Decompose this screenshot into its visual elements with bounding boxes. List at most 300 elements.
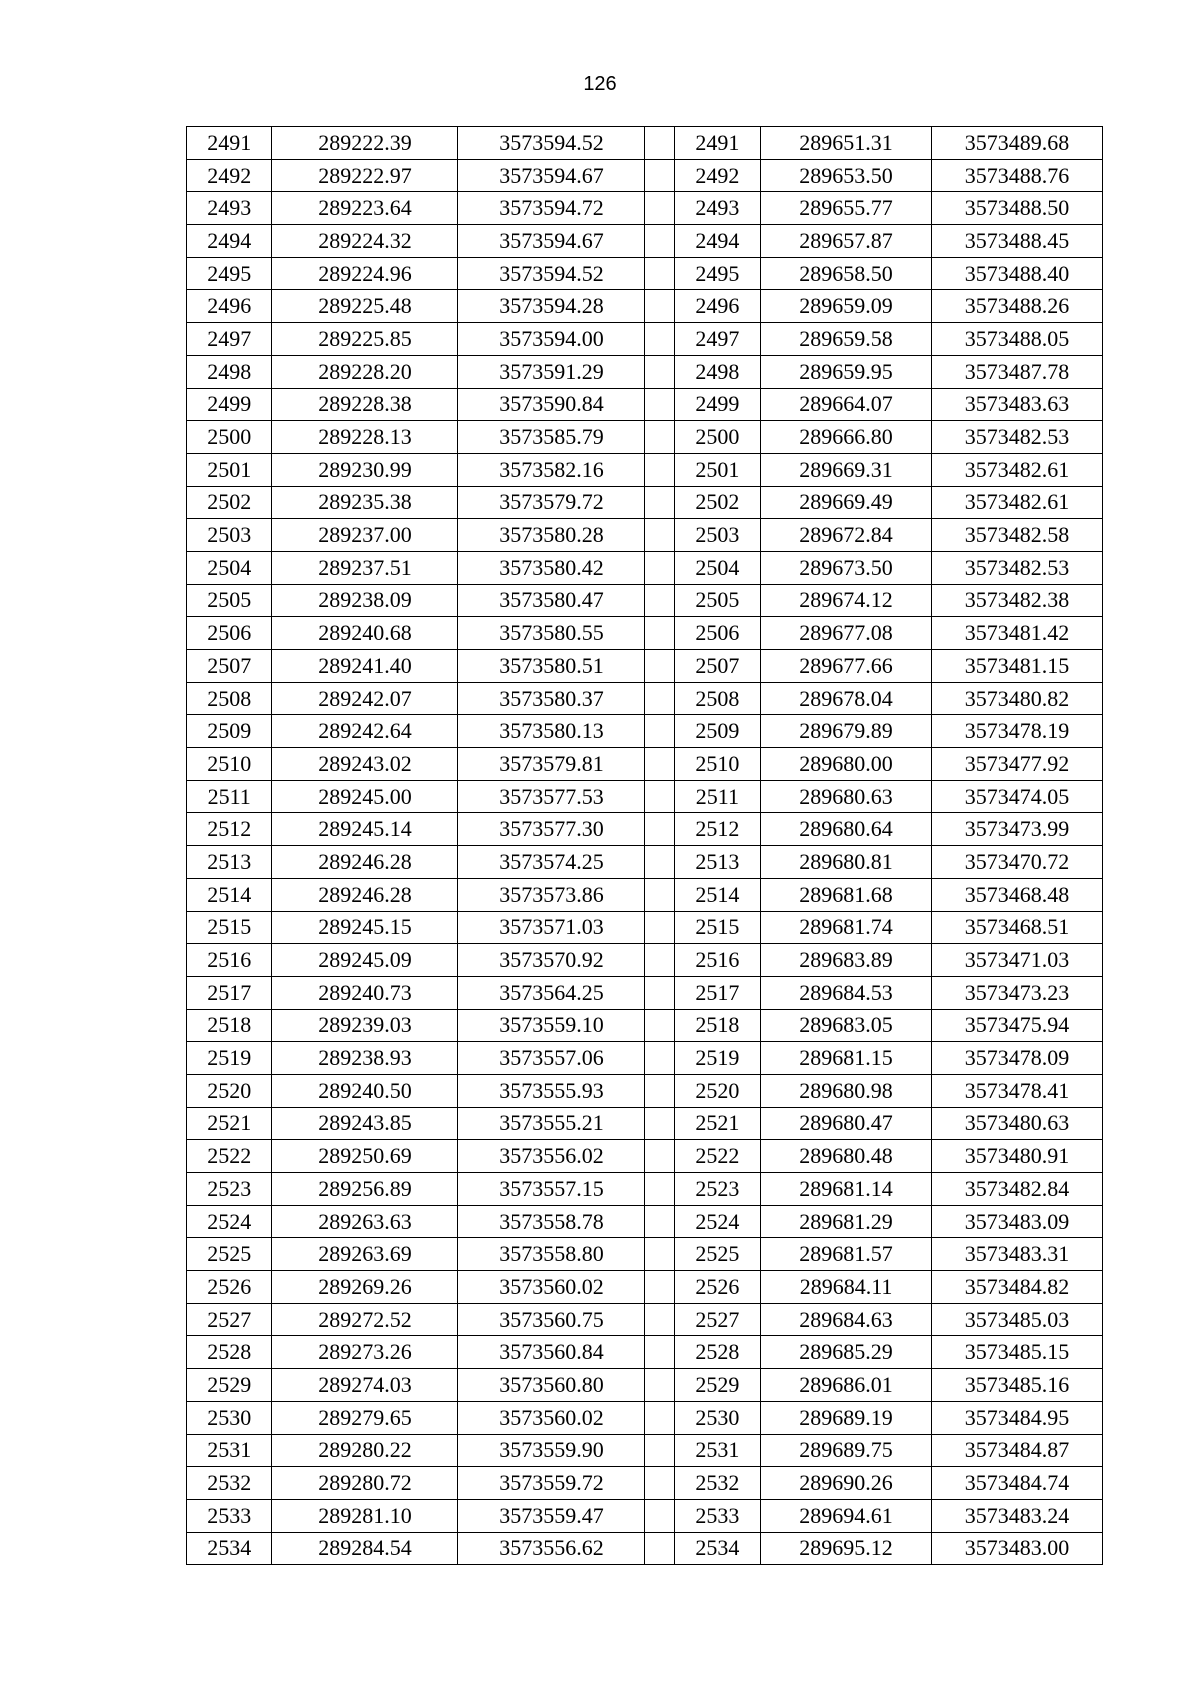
coordinate-table-body	[187, 127, 1103, 1565]
right-x-coordinate-cell: 289677.66	[761, 650, 932, 683]
spacer-cell	[645, 1140, 674, 1173]
right-y-coordinate-cell: 3573482.58	[932, 519, 1103, 552]
left-y-coordinate-cell: 3573577.53	[458, 780, 645, 813]
right-x-coordinate-cell: 289681.57	[761, 1238, 932, 1271]
right-point-number-cell: 2519	[674, 1042, 760, 1075]
table-row	[187, 846, 1103, 879]
left-y-coordinate-cell: 3573556.02	[458, 1140, 645, 1173]
left-x-coordinate-cell: 289222.97	[272, 159, 458, 192]
right-y-coordinate-cell: 3573485.15	[932, 1336, 1103, 1369]
spacer-cell	[645, 127, 674, 160]
right-y-coordinate-cell: 3573488.76	[932, 159, 1103, 192]
left-y-coordinate-cell: 3573582.16	[458, 453, 645, 486]
right-y-coordinate-cell: 3573487.78	[932, 355, 1103, 388]
left-point-number-cell: 2530	[187, 1401, 272, 1434]
left-x-coordinate-cell: 289240.73	[272, 976, 458, 1009]
spacer-cell	[645, 682, 674, 715]
table-row	[187, 290, 1103, 323]
spacer-cell	[645, 1173, 674, 1206]
spacer-cell	[645, 813, 674, 846]
left-x-coordinate-cell: 289273.26	[272, 1336, 458, 1369]
left-point-number-cell: 2526	[187, 1271, 272, 1304]
right-point-number-cell: 2522	[674, 1140, 760, 1173]
table-row	[187, 780, 1103, 813]
left-point-number-cell: 2518	[187, 1009, 272, 1042]
left-point-number-cell: 2493	[187, 192, 272, 225]
spacer-cell	[645, 355, 674, 388]
right-x-coordinate-cell: 289684.63	[761, 1303, 932, 1336]
left-point-number-cell: 2532	[187, 1467, 272, 1500]
table-row	[187, 584, 1103, 617]
table-row	[187, 1401, 1103, 1434]
table-row	[187, 1140, 1103, 1173]
left-y-coordinate-cell: 3573594.67	[458, 159, 645, 192]
table-row	[187, 1107, 1103, 1140]
left-y-coordinate-cell: 3573594.52	[458, 127, 645, 160]
right-point-number-cell: 2511	[674, 780, 760, 813]
spacer-cell	[645, 780, 674, 813]
right-y-coordinate-cell: 3573483.63	[932, 388, 1103, 421]
left-point-number-cell: 2531	[187, 1434, 272, 1467]
table-row	[187, 813, 1103, 846]
left-point-number-cell: 2500	[187, 421, 272, 454]
right-x-coordinate-cell: 289681.68	[761, 878, 932, 911]
left-point-number-cell: 2491	[187, 127, 272, 160]
left-y-coordinate-cell: 3573594.52	[458, 257, 645, 290]
left-y-coordinate-cell: 3573560.02	[458, 1401, 645, 1434]
table-row	[187, 1238, 1103, 1271]
right-y-coordinate-cell: 3573481.42	[932, 617, 1103, 650]
table-row	[187, 1532, 1103, 1565]
table-row	[187, 1042, 1103, 1075]
left-y-coordinate-cell: 3573559.90	[458, 1434, 645, 1467]
right-y-coordinate-cell: 3573480.82	[932, 682, 1103, 715]
spacer-cell	[645, 192, 674, 225]
right-x-coordinate-cell: 289684.11	[761, 1271, 932, 1304]
right-y-coordinate-cell: 3573488.50	[932, 192, 1103, 225]
left-x-coordinate-cell: 289272.52	[272, 1303, 458, 1336]
right-y-coordinate-cell: 3573482.38	[932, 584, 1103, 617]
left-y-coordinate-cell: 3573594.72	[458, 192, 645, 225]
right-y-coordinate-cell: 3573483.00	[932, 1532, 1103, 1565]
left-point-number-cell: 2503	[187, 519, 272, 552]
right-x-coordinate-cell: 289674.12	[761, 584, 932, 617]
spacer-cell	[645, 748, 674, 781]
table-row	[187, 1074, 1103, 1107]
table-row	[187, 388, 1103, 421]
table-row	[187, 1303, 1103, 1336]
page-number: 126	[583, 73, 617, 95]
left-point-number-cell: 2534	[187, 1532, 272, 1565]
right-point-number-cell: 2510	[674, 748, 760, 781]
table-row	[187, 257, 1103, 290]
left-point-number-cell: 2508	[187, 682, 272, 715]
spacer-cell	[645, 1532, 674, 1565]
right-point-number-cell: 2520	[674, 1074, 760, 1107]
right-point-number-cell: 2498	[674, 355, 760, 388]
table-row	[187, 127, 1103, 160]
spacer-cell	[645, 1467, 674, 1500]
left-x-coordinate-cell: 289240.68	[272, 617, 458, 650]
spacer-cell	[645, 1434, 674, 1467]
left-point-number-cell: 2507	[187, 650, 272, 683]
right-x-coordinate-cell: 289689.19	[761, 1401, 932, 1434]
left-y-coordinate-cell: 3573580.55	[458, 617, 645, 650]
right-y-coordinate-cell: 3573474.05	[932, 780, 1103, 813]
spacer-cell	[645, 1499, 674, 1532]
left-point-number-cell: 2520	[187, 1074, 272, 1107]
left-point-number-cell: 2506	[187, 617, 272, 650]
right-point-number-cell: 2493	[674, 192, 760, 225]
table-row	[187, 323, 1103, 356]
left-x-coordinate-cell: 289237.51	[272, 551, 458, 584]
left-y-coordinate-cell: 3573585.79	[458, 421, 645, 454]
left-y-coordinate-cell: 3573556.62	[458, 1532, 645, 1565]
right-point-number-cell: 2505	[674, 584, 760, 617]
right-y-coordinate-cell: 3573485.03	[932, 1303, 1103, 1336]
right-x-coordinate-cell: 289679.89	[761, 715, 932, 748]
left-x-coordinate-cell: 289228.38	[272, 388, 458, 421]
right-y-coordinate-cell: 3573473.99	[932, 813, 1103, 846]
spacer-cell	[645, 1271, 674, 1304]
right-point-number-cell: 2500	[674, 421, 760, 454]
left-x-coordinate-cell: 289224.32	[272, 225, 458, 258]
left-x-coordinate-cell: 289281.10	[272, 1499, 458, 1532]
table-row	[187, 682, 1103, 715]
left-y-coordinate-cell: 3573570.92	[458, 944, 645, 977]
right-x-coordinate-cell: 289673.50	[761, 551, 932, 584]
right-y-coordinate-cell: 3573483.09	[932, 1205, 1103, 1238]
spacer-cell	[645, 878, 674, 911]
spacer-cell	[645, 225, 674, 258]
spacer-cell	[645, 453, 674, 486]
left-y-coordinate-cell: 3573580.37	[458, 682, 645, 715]
right-y-coordinate-cell: 3573488.26	[932, 290, 1103, 323]
left-x-coordinate-cell: 289245.14	[272, 813, 458, 846]
left-y-coordinate-cell: 3573573.86	[458, 878, 645, 911]
right-point-number-cell: 2529	[674, 1369, 760, 1402]
left-y-coordinate-cell: 3573557.06	[458, 1042, 645, 1075]
table-row	[187, 225, 1103, 258]
table-row	[187, 1434, 1103, 1467]
right-y-coordinate-cell: 3573471.03	[932, 944, 1103, 977]
left-x-coordinate-cell: 289246.28	[272, 846, 458, 879]
right-point-number-cell: 2492	[674, 159, 760, 192]
table-row	[187, 1499, 1103, 1532]
left-x-coordinate-cell: 289235.38	[272, 486, 458, 519]
right-y-coordinate-cell: 3573482.61	[932, 486, 1103, 519]
right-x-coordinate-cell: 289659.95	[761, 355, 932, 388]
table-row	[187, 421, 1103, 454]
left-x-coordinate-cell: 289245.15	[272, 911, 458, 944]
left-point-number-cell: 2533	[187, 1499, 272, 1532]
right-y-coordinate-cell: 3573478.09	[932, 1042, 1103, 1075]
left-y-coordinate-cell: 3573594.28	[458, 290, 645, 323]
spacer-cell	[645, 617, 674, 650]
left-y-coordinate-cell: 3573580.28	[458, 519, 645, 552]
table-row	[187, 944, 1103, 977]
right-x-coordinate-cell: 289677.08	[761, 617, 932, 650]
right-x-coordinate-cell: 289680.64	[761, 813, 932, 846]
right-point-number-cell: 2507	[674, 650, 760, 683]
spacer-cell	[645, 1336, 674, 1369]
left-y-coordinate-cell: 3573560.84	[458, 1336, 645, 1369]
right-point-number-cell: 2516	[674, 944, 760, 977]
table-row	[187, 551, 1103, 584]
left-point-number-cell: 2499	[187, 388, 272, 421]
table-row	[187, 976, 1103, 1009]
left-point-number-cell: 2502	[187, 486, 272, 519]
left-y-coordinate-cell: 3573579.81	[458, 748, 645, 781]
left-point-number-cell: 2501	[187, 453, 272, 486]
left-y-coordinate-cell: 3573555.93	[458, 1074, 645, 1107]
right-point-number-cell: 2491	[674, 127, 760, 160]
left-point-number-cell: 2510	[187, 748, 272, 781]
left-point-number-cell: 2521	[187, 1107, 272, 1140]
spacer-cell	[645, 159, 674, 192]
left-point-number-cell: 2494	[187, 225, 272, 258]
spacer-cell	[645, 1205, 674, 1238]
left-x-coordinate-cell: 289243.85	[272, 1107, 458, 1140]
left-y-coordinate-cell: 3573560.75	[458, 1303, 645, 1336]
left-x-coordinate-cell: 289280.22	[272, 1434, 458, 1467]
left-y-coordinate-cell: 3573555.21	[458, 1107, 645, 1140]
right-point-number-cell: 2532	[674, 1467, 760, 1500]
right-y-coordinate-cell: 3573468.51	[932, 911, 1103, 944]
left-y-coordinate-cell: 3573590.84	[458, 388, 645, 421]
right-x-coordinate-cell: 289681.14	[761, 1173, 932, 1206]
spacer-cell	[645, 944, 674, 977]
right-y-coordinate-cell: 3573483.31	[932, 1238, 1103, 1271]
table-row	[187, 911, 1103, 944]
spacer-cell	[645, 486, 674, 519]
table-row	[187, 1009, 1103, 1042]
table-row	[187, 1336, 1103, 1369]
right-point-number-cell: 2531	[674, 1434, 760, 1467]
left-point-number-cell: 2525	[187, 1238, 272, 1271]
left-point-number-cell: 2513	[187, 846, 272, 879]
table-row	[187, 715, 1103, 748]
left-x-coordinate-cell: 289238.93	[272, 1042, 458, 1075]
spacer-cell	[645, 976, 674, 1009]
left-point-number-cell: 2527	[187, 1303, 272, 1336]
right-y-coordinate-cell: 3573488.40	[932, 257, 1103, 290]
left-point-number-cell: 2505	[187, 584, 272, 617]
left-x-coordinate-cell: 289238.09	[272, 584, 458, 617]
right-point-number-cell: 2525	[674, 1238, 760, 1271]
right-x-coordinate-cell: 289678.04	[761, 682, 932, 715]
right-point-number-cell: 2521	[674, 1107, 760, 1140]
right-x-coordinate-cell: 289658.50	[761, 257, 932, 290]
left-x-coordinate-cell: 289243.02	[272, 748, 458, 781]
left-point-number-cell: 2498	[187, 355, 272, 388]
right-point-number-cell: 2530	[674, 1401, 760, 1434]
left-x-coordinate-cell: 289225.85	[272, 323, 458, 356]
left-y-coordinate-cell: 3573594.00	[458, 323, 645, 356]
right-point-number-cell: 2523	[674, 1173, 760, 1206]
right-point-number-cell: 2506	[674, 617, 760, 650]
right-y-coordinate-cell: 3573484.82	[932, 1271, 1103, 1304]
right-point-number-cell: 2515	[674, 911, 760, 944]
right-y-coordinate-cell: 3573478.19	[932, 715, 1103, 748]
left-y-coordinate-cell: 3573564.25	[458, 976, 645, 1009]
left-x-coordinate-cell: 289245.09	[272, 944, 458, 977]
right-point-number-cell: 2528	[674, 1336, 760, 1369]
right-x-coordinate-cell: 289694.61	[761, 1499, 932, 1532]
left-x-coordinate-cell: 289240.50	[272, 1074, 458, 1107]
spacer-cell	[645, 1042, 674, 1075]
left-y-coordinate-cell: 3573580.13	[458, 715, 645, 748]
left-y-coordinate-cell: 3573579.72	[458, 486, 645, 519]
left-y-coordinate-cell: 3573560.02	[458, 1271, 645, 1304]
right-point-number-cell: 2497	[674, 323, 760, 356]
right-x-coordinate-cell: 289683.05	[761, 1009, 932, 1042]
right-point-number-cell: 2503	[674, 519, 760, 552]
spacer-cell	[645, 911, 674, 944]
right-y-coordinate-cell: 3573482.53	[932, 551, 1103, 584]
right-x-coordinate-cell: 289686.01	[761, 1369, 932, 1402]
left-x-coordinate-cell: 289242.64	[272, 715, 458, 748]
spacer-cell	[645, 1009, 674, 1042]
left-y-coordinate-cell: 3573560.80	[458, 1369, 645, 1402]
right-point-number-cell: 2495	[674, 257, 760, 290]
right-x-coordinate-cell: 289666.80	[761, 421, 932, 454]
right-y-coordinate-cell: 3573480.91	[932, 1140, 1103, 1173]
left-x-coordinate-cell: 289228.13	[272, 421, 458, 454]
left-x-coordinate-cell: 289222.39	[272, 127, 458, 160]
left-x-coordinate-cell: 289224.96	[272, 257, 458, 290]
right-y-coordinate-cell: 3573468.48	[932, 878, 1103, 911]
right-point-number-cell: 2502	[674, 486, 760, 519]
right-x-coordinate-cell: 289664.07	[761, 388, 932, 421]
right-x-coordinate-cell: 289680.47	[761, 1107, 932, 1140]
left-point-number-cell: 2523	[187, 1173, 272, 1206]
right-point-number-cell: 2496	[674, 290, 760, 323]
table-row	[187, 1369, 1103, 1402]
right-point-number-cell: 2526	[674, 1271, 760, 1304]
spacer-cell	[645, 846, 674, 879]
left-point-number-cell: 2509	[187, 715, 272, 748]
spacer-cell	[645, 388, 674, 421]
left-x-coordinate-cell: 289250.69	[272, 1140, 458, 1173]
right-x-coordinate-cell: 289690.26	[761, 1467, 932, 1500]
right-point-number-cell: 2509	[674, 715, 760, 748]
spacer-cell	[645, 1369, 674, 1402]
right-point-number-cell: 2527	[674, 1303, 760, 1336]
right-y-coordinate-cell: 3573484.87	[932, 1434, 1103, 1467]
left-point-number-cell: 2496	[187, 290, 272, 323]
left-x-coordinate-cell: 289228.20	[272, 355, 458, 388]
right-x-coordinate-cell: 289672.84	[761, 519, 932, 552]
left-point-number-cell: 2522	[187, 1140, 272, 1173]
right-point-number-cell: 2512	[674, 813, 760, 846]
right-x-coordinate-cell: 289695.12	[761, 1532, 932, 1565]
right-y-coordinate-cell: 3573473.23	[932, 976, 1103, 1009]
left-point-number-cell: 2517	[187, 976, 272, 1009]
left-x-coordinate-cell: 289280.72	[272, 1467, 458, 1500]
spacer-cell	[645, 715, 674, 748]
left-x-coordinate-cell: 289279.65	[272, 1401, 458, 1434]
right-x-coordinate-cell: 289680.48	[761, 1140, 932, 1173]
right-point-number-cell: 2517	[674, 976, 760, 1009]
coordinate-table	[186, 126, 1103, 1565]
right-x-coordinate-cell: 289655.77	[761, 192, 932, 225]
table-row	[187, 519, 1103, 552]
left-x-coordinate-cell: 289242.07	[272, 682, 458, 715]
spacer-cell	[645, 1401, 674, 1434]
right-y-coordinate-cell: 3573489.68	[932, 127, 1103, 160]
left-y-coordinate-cell: 3573591.29	[458, 355, 645, 388]
left-x-coordinate-cell: 289241.40	[272, 650, 458, 683]
spacer-cell	[645, 551, 674, 584]
right-x-coordinate-cell: 289680.81	[761, 846, 932, 879]
table-row	[187, 1467, 1103, 1500]
right-point-number-cell: 2501	[674, 453, 760, 486]
right-point-number-cell: 2514	[674, 878, 760, 911]
left-x-coordinate-cell: 289246.28	[272, 878, 458, 911]
right-x-coordinate-cell: 289689.75	[761, 1434, 932, 1467]
right-x-coordinate-cell: 289653.50	[761, 159, 932, 192]
left-y-coordinate-cell: 3573594.67	[458, 225, 645, 258]
spacer-cell	[645, 421, 674, 454]
right-y-coordinate-cell: 3573482.84	[932, 1173, 1103, 1206]
right-y-coordinate-cell: 3573470.72	[932, 846, 1103, 879]
right-y-coordinate-cell: 3573475.94	[932, 1009, 1103, 1042]
right-y-coordinate-cell: 3573482.61	[932, 453, 1103, 486]
spacer-cell	[645, 1107, 674, 1140]
right-point-number-cell: 2524	[674, 1205, 760, 1238]
left-y-coordinate-cell: 3573558.78	[458, 1205, 645, 1238]
spacer-cell	[645, 584, 674, 617]
left-y-coordinate-cell: 3573557.15	[458, 1173, 645, 1206]
right-point-number-cell: 2499	[674, 388, 760, 421]
left-y-coordinate-cell: 3573580.47	[458, 584, 645, 617]
right-point-number-cell: 2508	[674, 682, 760, 715]
left-x-coordinate-cell: 289245.00	[272, 780, 458, 813]
left-y-coordinate-cell: 3573577.30	[458, 813, 645, 846]
right-y-coordinate-cell: 3573478.41	[932, 1074, 1103, 1107]
right-y-coordinate-cell: 3573480.63	[932, 1107, 1103, 1140]
right-x-coordinate-cell: 289684.53	[761, 976, 932, 1009]
right-x-coordinate-cell: 289651.31	[761, 127, 932, 160]
right-x-coordinate-cell: 289681.29	[761, 1205, 932, 1238]
left-y-coordinate-cell: 3573571.03	[458, 911, 645, 944]
spacer-cell	[645, 290, 674, 323]
left-point-number-cell: 2516	[187, 944, 272, 977]
left-point-number-cell: 2514	[187, 878, 272, 911]
left-y-coordinate-cell: 3573559.47	[458, 1499, 645, 1532]
left-point-number-cell: 2528	[187, 1336, 272, 1369]
right-y-coordinate-cell: 3573484.74	[932, 1467, 1103, 1500]
right-x-coordinate-cell: 289685.29	[761, 1336, 932, 1369]
right-point-number-cell: 2518	[674, 1009, 760, 1042]
left-x-coordinate-cell: 289225.48	[272, 290, 458, 323]
left-point-number-cell: 2511	[187, 780, 272, 813]
right-x-coordinate-cell: 289683.89	[761, 944, 932, 977]
right-x-coordinate-cell: 289669.49	[761, 486, 932, 519]
right-x-coordinate-cell: 289681.15	[761, 1042, 932, 1075]
left-point-number-cell: 2515	[187, 911, 272, 944]
right-x-coordinate-cell: 289657.87	[761, 225, 932, 258]
table-row	[187, 878, 1103, 911]
left-x-coordinate-cell: 289263.63	[272, 1205, 458, 1238]
left-point-number-cell: 2529	[187, 1369, 272, 1402]
right-x-coordinate-cell: 289669.31	[761, 453, 932, 486]
table-row	[187, 650, 1103, 683]
table-row	[187, 453, 1103, 486]
left-point-number-cell: 2519	[187, 1042, 272, 1075]
spacer-cell	[645, 1074, 674, 1107]
